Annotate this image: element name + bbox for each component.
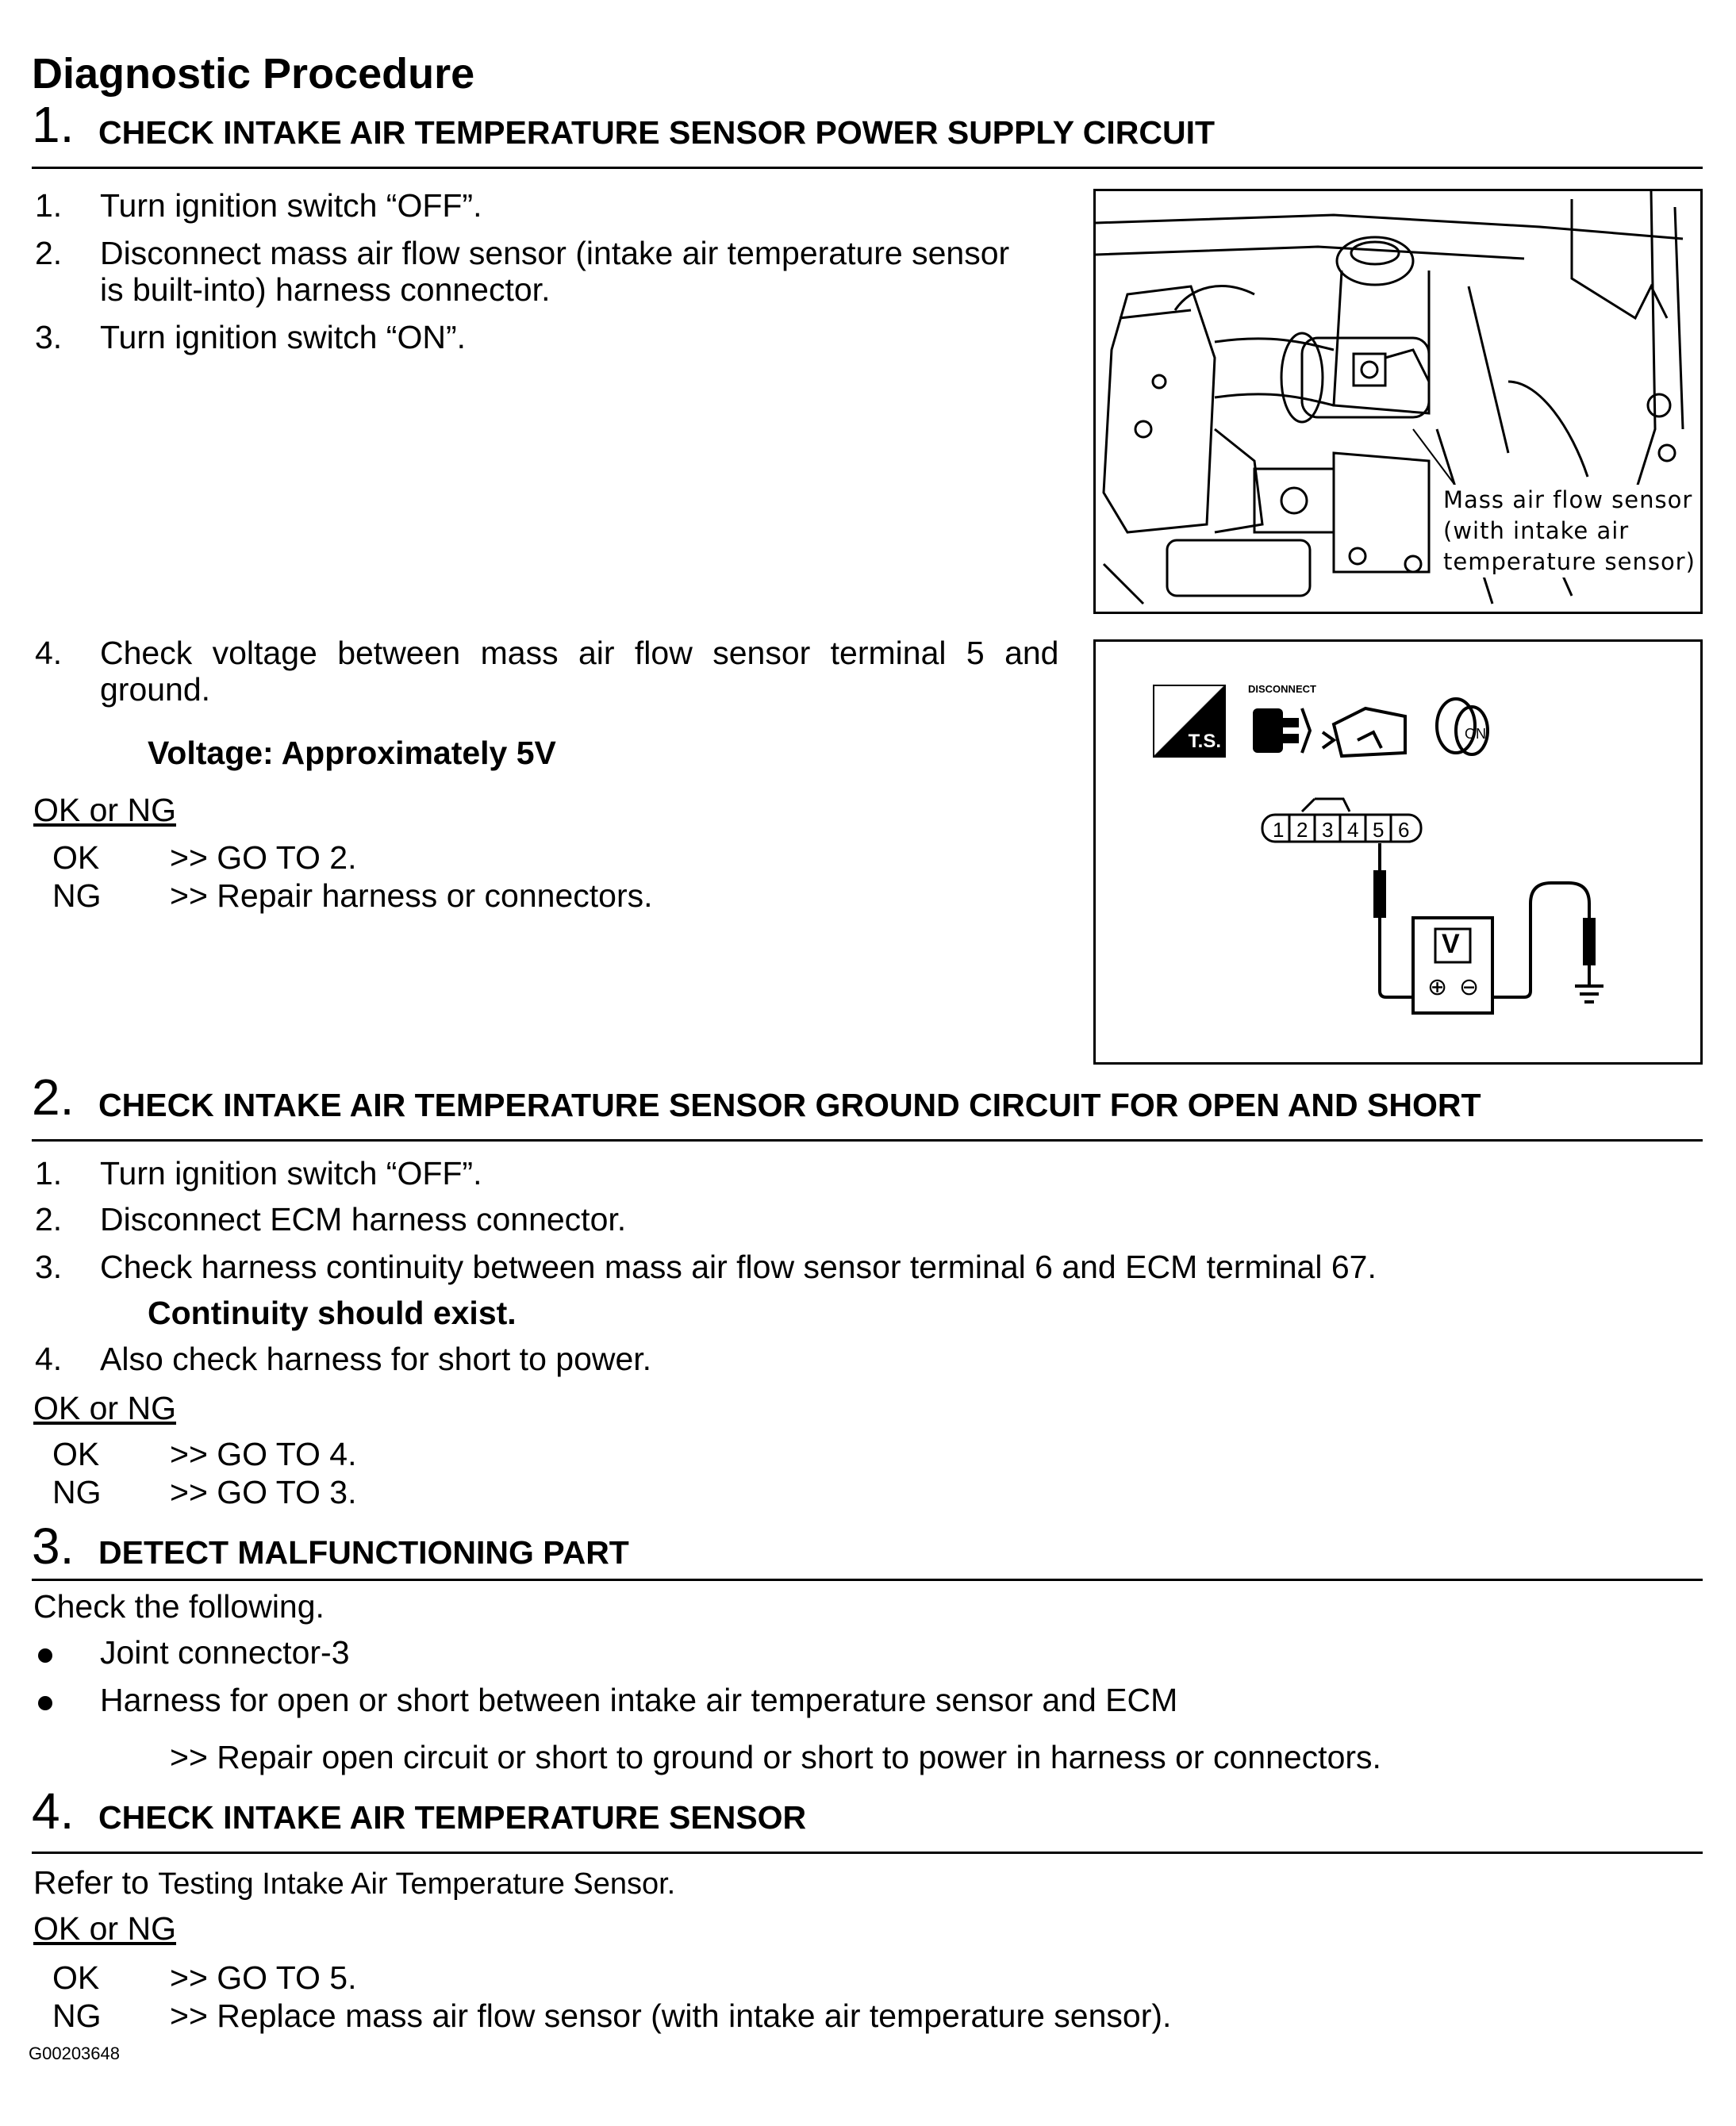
step-1-item-4-text: Check voltage between mass air flow sensor terminal 5 and bbox=[100, 635, 1059, 671]
step-1-number: 1. bbox=[32, 96, 75, 153]
step-1-ok-label: OK bbox=[52, 839, 100, 876]
step-2-item-1-number: 1. bbox=[35, 1155, 63, 1192]
step-1-item-2-text-cont: is built-into) harness connector. bbox=[100, 271, 551, 308]
bullet-dot bbox=[38, 1648, 52, 1663]
page-title: Diagnostic Procedure bbox=[32, 50, 475, 98]
step-3-intro: Check the following. bbox=[33, 1588, 325, 1625]
step-1-item-3-number: 3. bbox=[35, 319, 63, 355]
step-2-ok-action: >> GO TO 4. bbox=[170, 1436, 357, 1472]
step-1-item-4-number: 4. bbox=[35, 635, 63, 671]
step-2-ng-action: >> GO TO 3. bbox=[170, 1474, 357, 1510]
ts-label: T.S. bbox=[1188, 731, 1221, 752]
maf-caption-line-1: Mass air flow sensor bbox=[1443, 485, 1692, 516]
step-4-ng-label: NG bbox=[52, 1997, 102, 2034]
terminal-5: 5 bbox=[1373, 818, 1385, 842]
refer-link[interactable]: Testing Intake Air Temperature Sensor. bbox=[158, 1867, 676, 1901]
voltmeter-plus: ⊕ bbox=[1427, 974, 1448, 1000]
step-1-item-3-text: Turn ignition switch “ON”. bbox=[100, 319, 466, 355]
step-2-item-2-number: 2. bbox=[35, 1201, 63, 1238]
step-4-ng-action: >> Replace mass air flow sensor (with intake air temperature sensor). bbox=[170, 1997, 1172, 2034]
step-2-item-2-text: Disconnect ECM harness connector. bbox=[100, 1201, 627, 1238]
step-1-divider bbox=[32, 167, 1703, 169]
step-1-item-2-text: Disconnect mass air flow sensor (intake air temperature sensor bbox=[100, 235, 1010, 271]
maf-caption-line-2: (with intake air bbox=[1443, 516, 1629, 547]
step-4-ok-label: OK bbox=[52, 1959, 100, 1996]
step-2-ng-label: NG bbox=[52, 1474, 102, 1510]
step-2-number: 2. bbox=[32, 1069, 75, 1126]
footer-code: G00203648 bbox=[29, 2043, 120, 2063]
step-2-ok-label: OK bbox=[52, 1436, 100, 1472]
step-1-ok-ng-label: OK or NG bbox=[33, 792, 176, 828]
step-2-item-3-number: 3. bbox=[35, 1249, 63, 1285]
terminal-2: 2 bbox=[1296, 818, 1308, 842]
step-1-ng-action: >> Repair harness or connectors. bbox=[170, 877, 653, 914]
step-1-item-1-number: 1. bbox=[35, 187, 63, 224]
step-3-bullet-1: Joint connector-3 bbox=[100, 1634, 350, 1671]
step-1-ng-label: NG bbox=[52, 877, 102, 914]
step-2-spec: Continuity should exist. bbox=[148, 1295, 517, 1331]
step-2-item-4-number: 4. bbox=[35, 1341, 63, 1377]
step-1-item-1-text: Turn ignition switch “OFF”. bbox=[100, 187, 482, 224]
step-3-number: 3. bbox=[32, 1518, 75, 1575]
terminal-1: 1 bbox=[1273, 818, 1285, 842]
terminal-4: 4 bbox=[1347, 818, 1359, 842]
bullet-dot bbox=[38, 1696, 52, 1710]
step-2-ok-ng-label: OK or NG bbox=[33, 1390, 176, 1426]
step-1-ok-action: >> GO TO 2. bbox=[170, 839, 357, 876]
disconnect-label: DISCONNECT bbox=[1248, 683, 1316, 695]
on-label: ON bbox=[1465, 726, 1486, 742]
terminal-6: 6 bbox=[1398, 818, 1410, 842]
voltage-check-figure bbox=[1093, 639, 1703, 1065]
step-2-divider bbox=[32, 1139, 1703, 1142]
step-2-item-1-text: Turn ignition switch “OFF”. bbox=[100, 1155, 482, 1192]
voltmeter-label: V bbox=[1442, 929, 1460, 959]
step-1-title: CHECK INTAKE AIR TEMPERATURE SENSOR POWER SUPPLY CIRCUIT bbox=[98, 114, 1216, 151]
step-3-divider bbox=[32, 1579, 1703, 1581]
step-3-bullet-2: Harness for open or short between intake air temperature sensor and ECM bbox=[100, 1682, 1178, 1718]
voltmeter-circuit bbox=[1096, 642, 1700, 1062]
step-2-item-3-text: Check harness continuity between mass air flow sensor terminal 6 and ECM terminal 67. bbox=[100, 1249, 1377, 1285]
step-4-ok-ng-label: OK or NG bbox=[33, 1910, 176, 1947]
step-3-action: >> Repair open circuit or short to ground or short to power in harness or connectors. bbox=[170, 1739, 1381, 1775]
engine-bay-figure bbox=[1093, 189, 1703, 614]
voltmeter-minus: ⊖ bbox=[1459, 974, 1480, 1000]
step-4-number: 4. bbox=[32, 1783, 75, 1840]
step-1-item-2-number: 2. bbox=[35, 235, 63, 271]
terminal-3: 3 bbox=[1322, 818, 1334, 842]
maf-caption-line-3: temperature sensor) bbox=[1443, 547, 1696, 578]
step-2-title: CHECK INTAKE AIR TEMPERATURE SENSOR GROUND CIRCUIT FOR OPEN AND SHORT bbox=[98, 1087, 1481, 1123]
step-3-title: DETECT MALFUNCTIONING PART bbox=[98, 1534, 629, 1571]
step-4-refer bbox=[33, 1864, 675, 1902]
step-1-item-4-text-cont: ground. bbox=[100, 671, 211, 708]
step-4-ok-action: >> GO TO 5. bbox=[170, 1959, 357, 1996]
step-2-item-4-text: Also check harness for short to power. bbox=[100, 1341, 652, 1377]
refer-prefix: Refer to bbox=[33, 1864, 149, 1901]
step-1-spec: Voltage: Approximately 5V bbox=[148, 735, 556, 771]
step-4-title: CHECK INTAKE AIR TEMPERATURE SENSOR bbox=[98, 1799, 807, 1836]
step-4-divider bbox=[32, 1852, 1703, 1854]
